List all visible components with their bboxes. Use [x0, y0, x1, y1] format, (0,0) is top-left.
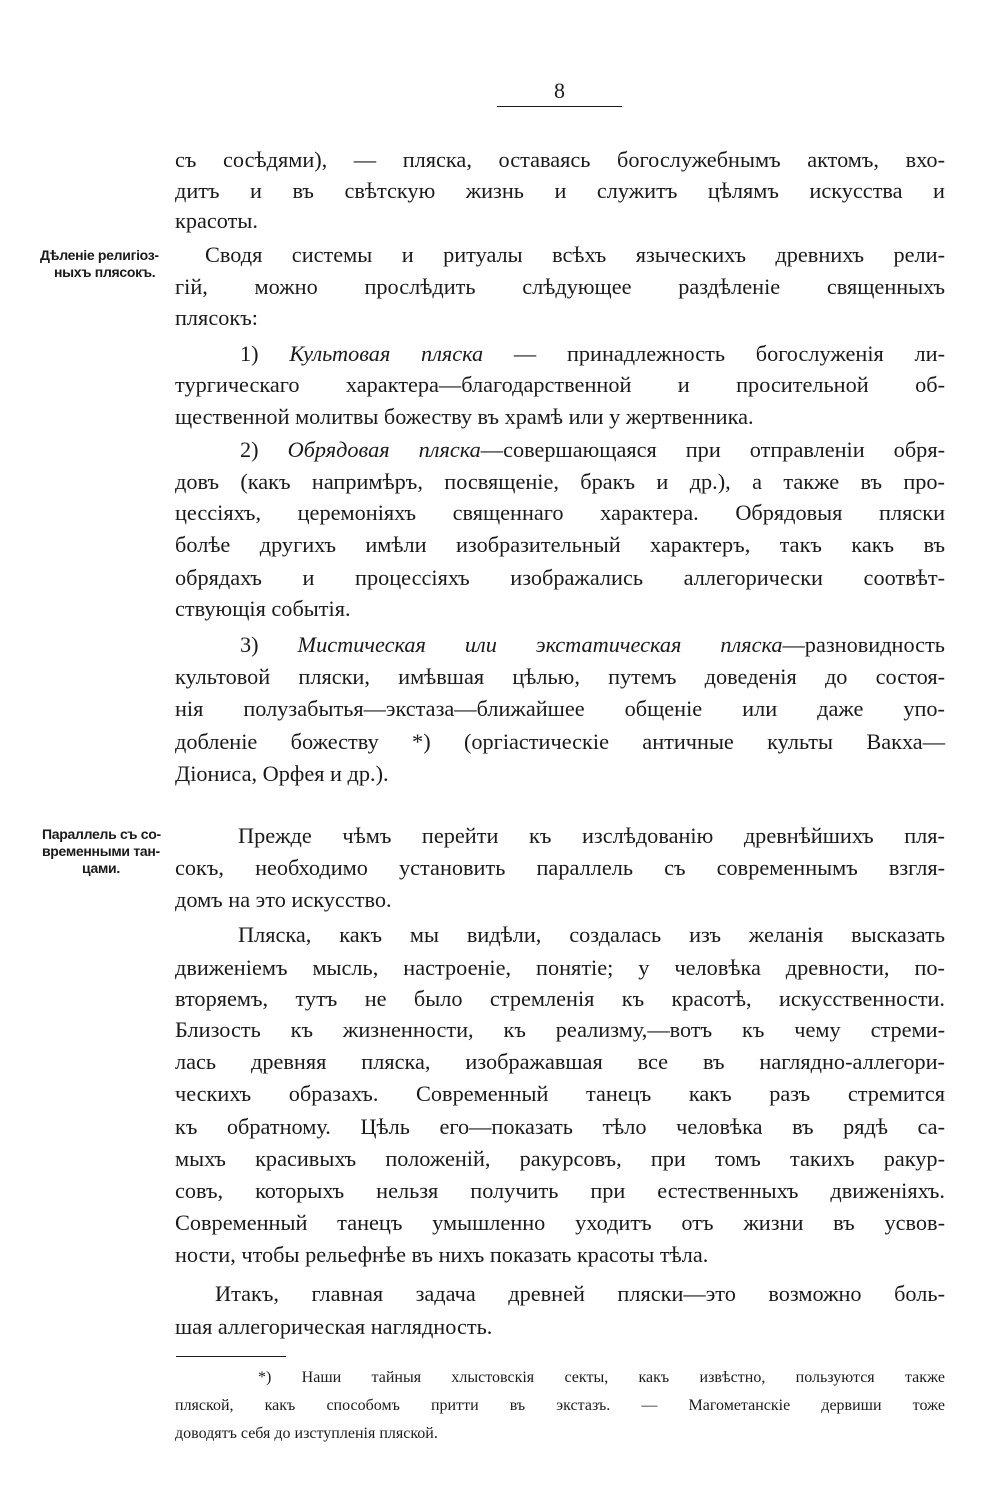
list-item-cult-dance [240, 339, 945, 369]
body-line: красоты. [175, 208, 258, 233]
body-line: ствующія событія. [175, 596, 351, 621]
body-line: болѣе другихъ имѣли изобразительный характеръ, такъ какъ въ [175, 532, 945, 557]
body-line: съ сосѣдями), — пляска, оставаясь богослужебнымъ актомъ, вхо- [175, 147, 945, 172]
body-line: щественной молитвы божеству въ храмѣ или у жертвенника. [175, 404, 754, 429]
body-line: обрядахъ и процессіяхъ изображались аллегорически соотвѣт- [175, 565, 945, 590]
body-line: движеніемъ мысль, настроеніе, понятіе; у человѣка древности, по- [175, 955, 945, 980]
item-text: —разновидность [782, 632, 945, 657]
footnote-line: пляской, какъ способомъ притти въ экстазъ. — Магометанскіе дервиши тоже [175, 1397, 945, 1414]
margin-note-division [40, 247, 175, 281]
item-number: 3) [240, 632, 259, 657]
margin-note-line: Дѣленіе религіоз- [40, 247, 159, 263]
body-line: ности, чтобы рельефнѣе въ нихъ показать красоты тѣла. [175, 1242, 709, 1267]
body-line: лась древняя пляска, изображавшая все въ наглядно-аллегори- [175, 1049, 945, 1074]
body-line: дитъ и въ свѣтскую жизнь и служитъ цѣлямъ искусства и [175, 178, 945, 203]
body-line: шая аллегорическая наглядность. [175, 1314, 493, 1339]
list-item-mystic-dance [240, 630, 945, 660]
body-line: къ обратному. Цѣль его—показать тѣло человѣка въ рядѣ са- [175, 1114, 945, 1139]
page-number-rule [497, 106, 622, 107]
body-line: вторяемъ, тутъ не было стремленія къ красотѣ, искусственности. [175, 986, 945, 1011]
margin-note-line: временными тан- [42, 843, 160, 859]
body-line: довъ (какъ напримѣръ, посвященіе, бракъ и др.), а также въ про- [175, 469, 945, 494]
body-line: Итакъ, главная задача древней пляски—это возможно боль- [215, 1281, 945, 1306]
footnote-rule [176, 1356, 286, 1357]
body-line: гій, можно прослѣдить слѣдующее раздѣленіе священныхъ [175, 274, 945, 299]
margin-note-line: цами. [82, 860, 120, 876]
body-line: нія полузабытья—экстаза—ближайшее общеніе или даже упо- [175, 696, 945, 721]
item-term: Обрядовая пляска [287, 437, 481, 462]
margin-note-line: Параллель съ со- [42, 826, 161, 842]
item-number: 2) [240, 437, 259, 462]
body-line: плясокъ: [175, 305, 258, 330]
margin-note-line: ныхъ плясокъ. [54, 264, 156, 280]
body-line: цессіяхъ, церемоніяхъ священнаго характера. Обрядовыя пляски [175, 500, 945, 525]
body-line: сокъ, необходимо установить параллель съ современнымъ взгля- [175, 855, 945, 880]
body-line: культовой пляски, имѣвшая цѣлью, путемъ доведенія до состоя- [175, 664, 945, 689]
footnote-line: *) Наши тайныя хлыстовскія секты, какъ извѣстно, пользуются также [258, 1369, 945, 1386]
page-number: 8 [554, 78, 565, 103]
body-line: Сводя системы и ритуалы всѣхъ языческихъ древнихъ рели- [205, 242, 945, 267]
body-line: Пляска, какъ мы видѣли, создалась изъ желанія высказать [238, 922, 945, 947]
body-line: совъ, которыхъ нельзя получить при естественныхъ движеніяхъ. [175, 1178, 945, 1203]
body-line: Современный танецъ умышленно уходитъ отъ жизни въ усвов- [175, 1210, 945, 1235]
margin-note-parallel [42, 826, 172, 877]
item-number: 1) [240, 341, 259, 366]
body-line: добленіе божеству *) (оргіастическіе античные культы Вакха— [175, 729, 945, 754]
footnote-line: доводятъ себя до изступленія пляской. [175, 1425, 438, 1442]
body-line: домъ на это искусство. [175, 887, 392, 912]
body-line: мыхъ красивыхъ положеній, ракурсовъ, при томъ такихъ ракур- [175, 1146, 945, 1171]
body-line: Діониса, Орфея и др.). [175, 761, 389, 786]
body-line: ческихъ образахъ. Современный танецъ какъ разъ стремится [175, 1081, 945, 1106]
list-item-ritual-dance [240, 435, 945, 465]
body-line: Прежде чѣмъ перейти къ изслѣдованію древнѣйшихъ пля- [238, 823, 945, 848]
item-text: —совершающаяся при отправленіи обря- [480, 437, 945, 462]
item-text: — принадлежность богослуженія ли- [483, 341, 945, 366]
item-term: Мистическая или экстатическая пляска [297, 632, 783, 657]
body-line: Близость къ жизненности, къ реализму,—вотъ къ чему стреми- [175, 1017, 945, 1042]
body-line: тургическаго характера—благодарственной и просительной об- [175, 372, 945, 397]
item-term: Культовая пляска [289, 341, 484, 366]
